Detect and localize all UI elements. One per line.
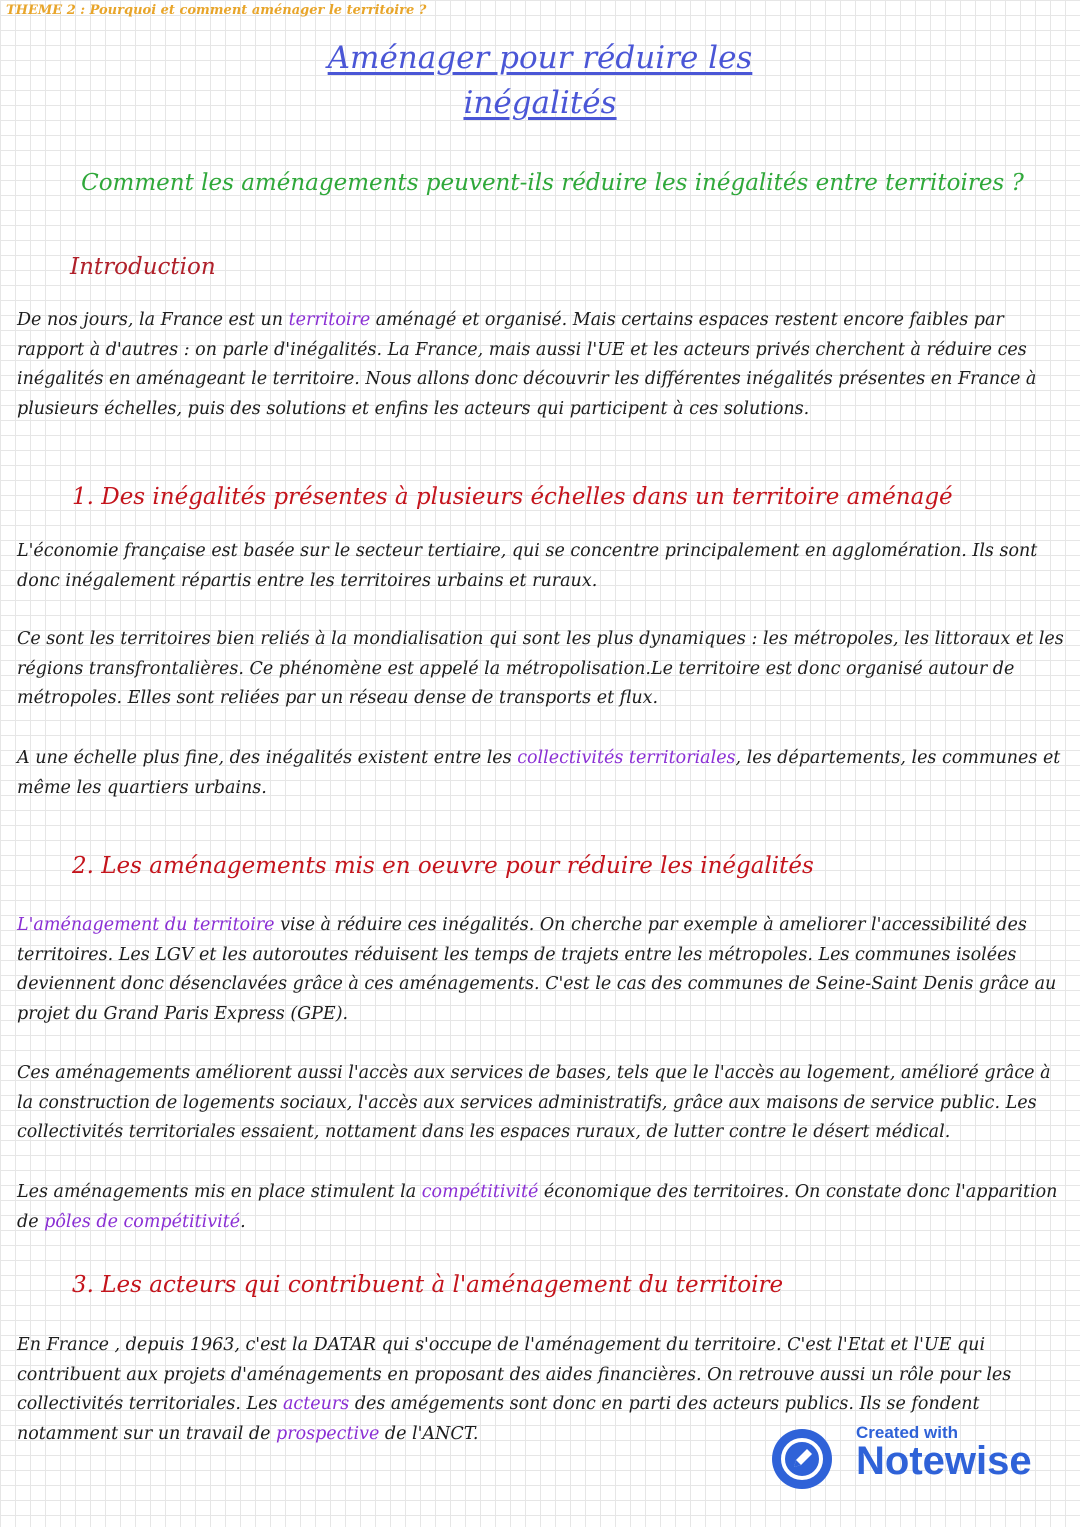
text-span: A une échelle plus fine, des inégalités existent entre les	[17, 748, 518, 768]
page-title	[0, 36, 1080, 81]
text-span: , les départements, les communes et même les quartiers urbains.	[17, 748, 1061, 798]
badge-brand: Notewise	[856, 1439, 1032, 1483]
text-span: de l'ANCT.	[379, 1423, 479, 1444]
title-line-1: Aménager pour réduire les	[327, 40, 753, 76]
section-1-paragraph-3	[17, 744, 1067, 803]
section-2-heading: 2. Les aménagements mis en oeuvre pour réduire les inégalités	[72, 853, 814, 879]
intro-heading: Introduction	[70, 254, 216, 280]
section-1-paragraph-1: L'économie française est basée sur le secteur tertiaire, qui se concentre principalement en agglomération. Ils sont donc inégalement répartis entre les territoires urbains et ruraux.	[17, 541, 1038, 591]
text-span: .	[240, 1211, 246, 1232]
keyword-territoire: territoire	[288, 310, 371, 330]
text-span: Les aménagements mis en place stimulent la	[17, 1182, 422, 1202]
keyword-acteurs: acteurs	[283, 1394, 350, 1414]
keyword-collectivites: collectivités territoriales	[517, 748, 736, 768]
section-2-paragraph-1	[17, 911, 1067, 1029]
text-span: vise à réduire ces inégalités. On cherche par exemple à ameliorer l'accessibilité des territoires. Les LGV et les autoroutes réduisent les temps de trajets entre les métropoles. Les communes isolées deviennent donc désenclavées grâce à ces aménagements. C'est le cas des communes de Seine-Saint Denis grâce au projet du Grand Paris Express (GPE).	[17, 915, 1057, 1024]
section-1-paragraph-2: Ce sont les territoires bien reliés à la mondialisation qui sont les plus dynamiques : les métropoles, les littoraux et les régions transfrontalières. Ce phénomène est appelé la métropolisation.Le territoire est donc organisé autour de métropoles. Elles sont reliées par un réseau dense de transports et flux.	[17, 629, 1064, 708]
keyword-competitivite: compétitivité	[421, 1182, 539, 1202]
pencil-icon	[772, 1429, 832, 1489]
text-span: économique des territoires. On constate donc l'apparition de	[17, 1182, 1058, 1232]
text-span: des amégements sont donc en parti des acteurs publics. Ils se fondent notamment sur un travail de	[17, 1394, 980, 1444]
text-span: aménagé et organisé. Mais certains espaces restent encore faibles par rapport à d'autres : on parle d'inégalités. La France, mais aussi l'UE et les acteurs privés cherchent à réduire ces inégalités en aménageant le territoire. Nous allons donc découvrir les différentes inégalités présentes en France à plusieurs échelles, puis des solutions et enfins les acteurs qui participent à ces solutions.	[17, 310, 1037, 419]
keyword-prospective: prospective	[276, 1423, 380, 1444]
keyword-poles: pôles de compétitivité	[44, 1211, 241, 1232]
badge-created-with: Created with	[856, 1423, 959, 1442]
section-1-heading: 1. Des inégalités présentes à plusieurs échelles dans un territoire aménagé	[72, 484, 953, 510]
page-title-2	[0, 81, 1080, 126]
section-2-paragraph-2: Ces aménagements améliorent aussi l'accès aux services de bases, tels que le l'accès au logement, amélioré grâce à la construction de logements sociaux, l'accès aux services administratifs, grâce aux maisons de service public. Les collectivités territoriales essaient, nottament dans les espaces ruraux, de lutter contre le désert médical.	[17, 1063, 1051, 1142]
problematic-question: Comment les aménagements peuvent-ils réduire les inégalités entre territoires ?	[81, 170, 1024, 196]
section-3-heading: 3. Les acteurs qui contribuent à l'aménagement du territoire	[72, 1272, 784, 1298]
title-line-2: inégalités	[463, 85, 617, 121]
keyword-amenagement: L'aménagement du territoire	[17, 915, 275, 935]
intro-paragraph	[17, 306, 1067, 424]
theme-header: THEME 2 : Pourquoi et comment aménager le territoire ?	[6, 3, 427, 18]
notewise-badge	[772, 1423, 1052, 1493]
section-2-paragraph-3	[17, 1178, 1067, 1237]
text-span: En France , depuis 1963, c'est la DATAR qui s'occupe de l'aménagement du territoire. C'est l'Etat et l'UE qui contribuent aux projets d'aménagements en proposant des aides financières. On retrouve aussi un rôle pour les collectivités territoriales. Les	[17, 1335, 1012, 1414]
text-span: De nos jours, la France est un	[17, 310, 289, 330]
